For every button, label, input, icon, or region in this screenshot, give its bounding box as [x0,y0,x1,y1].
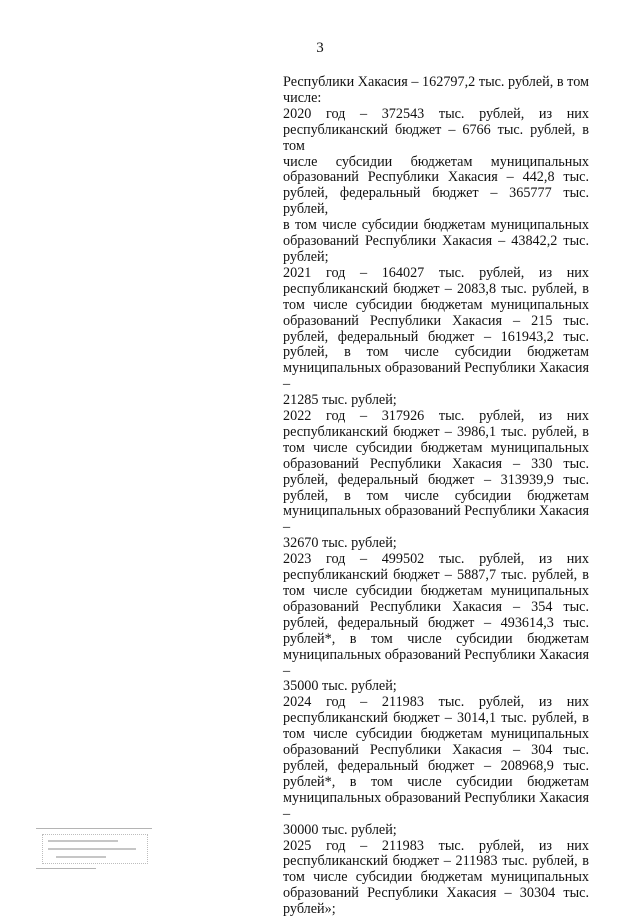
text-line: 2024 год – 211983 тыс. рублей, из них [283,694,589,711]
text-line: рублей, в том числе субсидии бюджетам [283,344,589,361]
text-line: республиканский бюджет – 3014,1 тыс. рублей, в [283,710,589,727]
page-number: 3 [316,40,324,56]
text-line: образований Республики Хакасия – 215 тыс. [283,312,589,329]
text-line: том числе субсидии бюджетам муниципальных [283,583,589,599]
text-line: рублей, в том числе субсидии бюджетам [283,487,589,504]
text-line: рублей; [283,248,329,265]
text-line: 2021 год – 164027 тыс. рублей, из них [283,264,589,281]
text-line: 2023 год – 499502 тыс. рублей, из них [283,551,589,568]
text-line: муниципальных образований Республики Хакасия – [283,503,589,536]
text-line: рублей*, в том числе субсидии бюджетам [283,773,589,790]
text-line: Республики Хакасия – 162797,2 тыс. рублей, в том [283,74,589,90]
text-line: рублей, федеральный бюджет – 208968,9 тыс. [283,757,589,774]
text-line: числе субсидии бюджетам муниципальных [283,153,589,170]
text-line: 32670 тыс. рублей; [283,535,397,552]
text-line: республиканский бюджет – 5887,7 тыс. рублей, в [283,567,589,584]
text-line: республиканский бюджет – 6766 тыс. рублей, в том [283,121,589,154]
text-line: образований Республики Хакасия – 330 тыс. [283,455,589,472]
text-line: рублей»; [283,901,336,918]
text-line: муниципальных образований Республики Хакасия – [283,646,589,679]
text-line: рублей*, в том числе субсидии бюджетам [283,630,589,647]
text-line: рублей, федеральный бюджет – 161943,2 тыс. [283,328,589,345]
text-line: 2022 год – 317926 тыс. рублей, из них [283,408,589,425]
text-line: 21285 тыс. рублей; [283,392,397,409]
text-line: образований Республики Хакасия – 442,8 тыс. [283,169,589,186]
text-line: образований Республики Хакасия – 30304 тыс. [283,885,589,902]
text-line: муниципальных образований Республики Хакасия – [283,360,589,393]
document-body [283,75,589,918]
text-line: том числе субсидии бюджетам муниципальных [283,439,589,456]
text-line: рублей, федеральный бюджет – 313939,9 тыс. [283,471,589,488]
text-line: республиканский бюджет – 3986,1 тыс. рублей, в [283,423,589,440]
text-line: образований Республики Хакасия – 354 тыс. [283,598,589,615]
text-line: 35000 тыс. рублей; [283,678,397,695]
text-line: рублей, федеральный бюджет – 365777 тыс. рублей, [283,185,589,218]
text-line: образований Республики Хакасия – 304 тыс. [283,742,589,759]
text-line: в том числе субсидии бюджетам муниципальных [283,217,589,234]
registration-stamp [36,826,154,872]
text-line: 2025 год – 211983 тыс. рублей, из них [283,837,589,854]
text-line: том числе субсидии бюджетам муниципальных [283,869,589,886]
text-line: том числе субсидии бюджетам муниципальных [283,726,589,743]
text-line: 30000 тыс. рублей; [283,821,397,838]
text-line: муниципальных образований Республики Хакасия – [283,789,589,822]
text-line: образований Республики Хакасия – 43842,2 тыс. [283,233,589,250]
text-line: числе: [283,89,322,106]
text-line: 2020 год – 372543 тыс. рублей, из них [283,105,589,122]
text-line: том числе субсидии бюджетам муниципальных [283,296,589,313]
text-line: республиканский бюджет – 211983 тыс. рублей, в [283,853,589,870]
text-line: республиканский бюджет – 2083,8 тыс. рублей, в [283,280,589,297]
text-line: рублей, федеральный бюджет – 493614,3 тыс. [283,614,589,631]
